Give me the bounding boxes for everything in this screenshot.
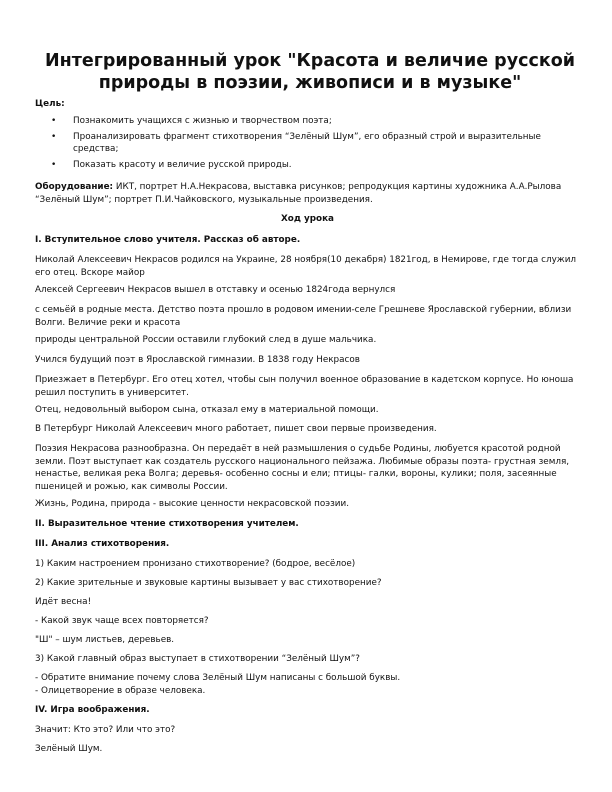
paragraph-6: Приезжает в Петербург. Его отец хотел, чтобы сын получил военное образование в кадетском корпусе. Но юноша решил поступить в университет. (35, 375, 574, 398)
lesson-heading: Ход урока (281, 214, 334, 224)
paragraph-1: Николай Алексеевич Некрасов родился на Украине, 28 ноября(10 декабря) 1821год, в Немирове, где тогда служил его отец. Вскоре майор (35, 255, 577, 278)
bullet-icon: • (51, 116, 57, 126)
question-2: 2) Какие зрительные и звуковые картины вызывает у вас стихотворение? (35, 578, 382, 588)
sound-question: - Какой звук чаще всех повторяется? (35, 616, 209, 626)
paragraph-2: Алексей Сергеевич Некрасов вышел в отставку и осенью 1824года вернулся (35, 285, 396, 295)
note-1: - Обратите внимание почему слова Зелёный Шум написаны с большой буквы. (35, 673, 401, 683)
paragraph-10: Жизнь, Родина, природа - высокие ценности некрасовской поэзии. (35, 499, 349, 509)
list-item: • Показать красоту и величие русской природы. (51, 159, 292, 170)
title-line-2: природы в поэзии, живописи и в музыке" (98, 73, 522, 93)
paragraph-9: Поэзия Некрасова разнообразна. Он передаёт в ней размышления о судьбе Родины, любуется красотой родной земли. Поэт выступает как создатель русского национального пейзажа. Любимые образы поэта- грустная земля, ненастье, великая река Волга; деревья- особенно сосны и ели; птицы- галки, вороны, кулики; поля, засеянные пшеницей и рожью, как символы России. (35, 444, 570, 492)
paragraph-8: В Петербург Николай Алексеевич много работает, пишет свои первые произведения. (35, 424, 437, 434)
goal-label: Цель: (35, 99, 65, 109)
note-2: - Олицетворение в образе человека. (35, 686, 206, 696)
question-3: 3) Какой главный образ выступает в стихотворении “Зелёный Шум”? (35, 654, 360, 664)
section-heading-3: III. Анализ стихотворения. (35, 539, 170, 549)
equipment-paragraph (35, 181, 580, 206)
sh-answer: "Ш" – шум листьев, деревьев. (35, 635, 175, 645)
list-item: • Познакомить учащихся с жизнью и творчеством поэта; (51, 116, 332, 126)
bullet-icon: • (51, 159, 57, 170)
equipment-text: ИКТ, портрет Н.А.Некрасова, выставка рисунков; репродукция картины художника А.А.Рылова “Зелёный Шум”; портрет П.И.Чайковского, музыкальные произведения. (35, 182, 562, 205)
meaning-line: Значит: Кто это? Или что это? (35, 725, 176, 735)
section-heading-2: II. Выразительное чтение стихотворения учителем. (35, 519, 299, 529)
green-noise-line: Зелёный Шум. (35, 744, 103, 754)
question-1: 1) Каким настроением пронизано стихотворение? (бодрое, весёлое) (35, 559, 356, 569)
goals-list (35, 115, 580, 174)
section-heading-1: I. Вступительное слово учителя. Рассказ об авторе. (35, 235, 301, 245)
list-item: • Проанализировать фрагмент стихотворения “Зелёный Шум”, его образный строй и выразительные средства; (51, 131, 541, 154)
title-line-1: Интегрированный урок "Красота и величие русской (44, 51, 576, 71)
page-title (40, 50, 580, 94)
paragraph-3: с семьёй в родные места. Детство поэта прошло в родовом имении-селе Грешневе Ярославской губернии, вблизи Волги. Величие реки и красота (35, 305, 572, 328)
paragraph-4: природы центральной России оставили глубокий след в душе мальчика. (35, 335, 377, 345)
section-heading-4: IV. Игра воображения. (35, 705, 150, 715)
paragraph-7: Отец, недовольный выбором сына, отказал ему в материальной помощи. (35, 405, 379, 415)
equipment-label: Оборудование: (35, 182, 114, 192)
spring-line: Идёт весна! (35, 597, 92, 607)
bullet-icon: • (51, 131, 57, 142)
paragraph-5: Учился будущий поэт в Ярославской гимназии. В 1838 году Некрасов (35, 355, 360, 365)
